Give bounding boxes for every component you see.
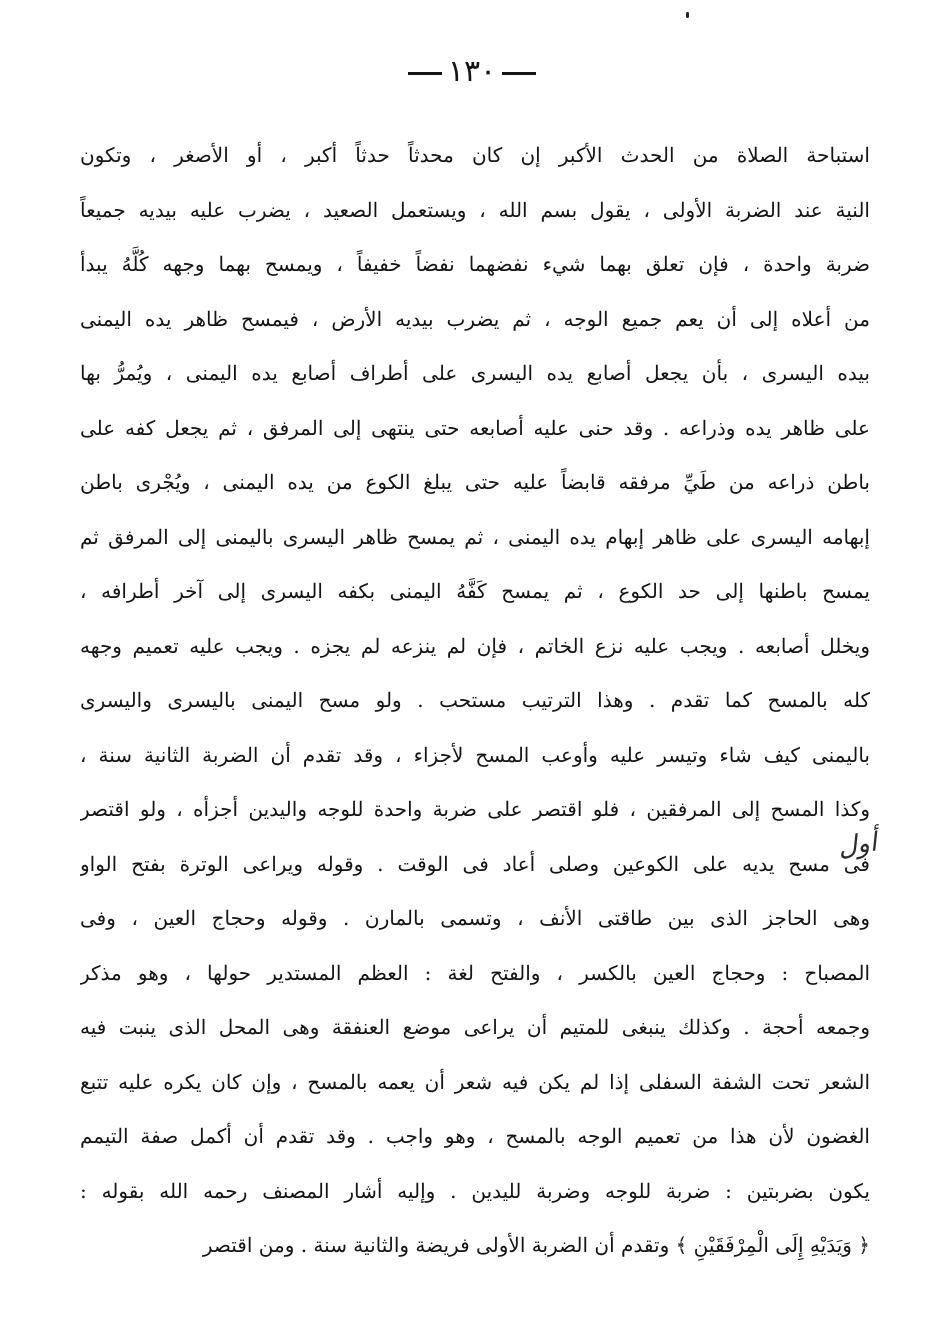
text-line: وجمعه أحجة . وكذلك ينبغى للمتيم أن يراعى موضع العنفقة وهى المحل الذى ينبت فيه <box>80 1015 870 1039</box>
text-line: الشعر تحت الشفة السفلى إذا لم يكن فيه شعر أن يعمه بالمسح ، وإن كان يكره عليه تتبع <box>80 1069 870 1094</box>
text-line: النية عند الضربة الأولى ، يقول بسم الله ، ويستعمل الصعيد ، يضرب عليه بيديه جميعاً <box>80 197 870 222</box>
scan-speck <box>686 12 689 18</box>
text-line: كله بالمسح كما تقدم . وهذا الترتيب مستحب . ولو مسح اليمنى باليسرى واليسرى <box>80 688 870 712</box>
text-line: يكون بضربتين : ضربة للوجه وضربة لليدين . وإليه أشار المصنف رحمه الله بقوله : <box>80 1178 870 1203</box>
text-line: ويخلل أصابعه . ويجب عليه نزع الخاتم ، فإن لم ينزعه لم يجزه . ويجب عليه تعميم وجهه <box>80 633 870 658</box>
page-number-header <box>0 52 944 92</box>
text-line: ضربة واحدة ، فإن تعلق بهما شيء نفضهما نفضاً خفيفاً ، ويمسح بهما وجهه كُلَّهُ يبدأ <box>80 252 870 276</box>
handwritten-margin-note: أول <box>836 827 879 863</box>
page-number-dash-left <box>408 72 442 75</box>
body-text <box>80 128 870 1273</box>
text-line: ﴿ وَيَدَيْهِ إِلَى الْمِرْفَقَيْنِ ﴾ وتقدم أن الضربة الأولى فريضة والثانية سنة . ومن اقتصر <box>202 1233 870 1257</box>
text-line: يمسح باطنها إلى حد الكوع ، ثم يمسح كَفَّهُ اليمنى بكفه اليسرى إلى آخر أطرافه ، <box>80 579 870 603</box>
text-line: وكذا المسح إلى المرفقين ، فلو اقتصر على ضربة واحدة للوجه واليدين أجزأه ، ولو اقتصر <box>80 797 870 821</box>
page-number: ١٣٠ <box>447 54 497 89</box>
text-line: فى مسح يديه على الكوعين وصلى أعاد فى الوقت . وقوله ويراعى الوترة بفتح الواو <box>80 851 870 876</box>
text-line: المصباح : وحجاج العين بالكسر ، والفتح لغة : العظم المستدير حولها ، وهو مذكر <box>80 960 870 985</box>
text-line: وهى الحاجز الذى بين طاقتى الأنف ، وتسمى بالمارن . وقوله وحجاج العين ، وفى <box>80 906 870 930</box>
text-line: باليمنى كيف شاء وتيسر عليه وأوعب المسح لأجزاء ، وقد تقدم أن الضربة الثانية سنة ، <box>80 742 870 767</box>
page-number-dash-right <box>502 72 536 75</box>
text-line: على ظاهر يده وذراعه . وقد حنى عليه أصابعه حتى ينتهى إلى المرفق ، ثم يجعل كفه على <box>80 415 870 440</box>
text-line: من أعلاه إلى أن يعم جميع الوجه ، ثم يضرب بيديه الأرض ، فيمسح ظاهر يده اليمنى <box>80 306 870 331</box>
text-line: بيده اليسرى ، بأن يجعل أصابع يده اليسرى على أطراف أصابع يده اليمنى ، ويُمرُّ بها <box>80 361 870 385</box>
text-line: باطن ذراعه من طَيِّ مرفقه قابضاً عليه حتى يبلغ الكوع من يده اليمنى ، ويُجْرى باطن <box>80 470 870 494</box>
text-line: استباحة الصلاة من الحدث الأكبر إن كان محدثاً حدثاً أكبر ، أو الأصغر ، وتكون <box>80 143 870 167</box>
text-line: الغضون لأن هذا من تعميم الوجه بالمسح ، وهو واجب . وقد تقدم أن أكمل صفة التيمم <box>80 1124 870 1148</box>
text-line: إبهامه اليسرى على ظاهر إبهام يده اليمنى ، ثم يمسح ظاهر اليسرى باليمنى إلى المرفق ثم <box>80 524 870 549</box>
